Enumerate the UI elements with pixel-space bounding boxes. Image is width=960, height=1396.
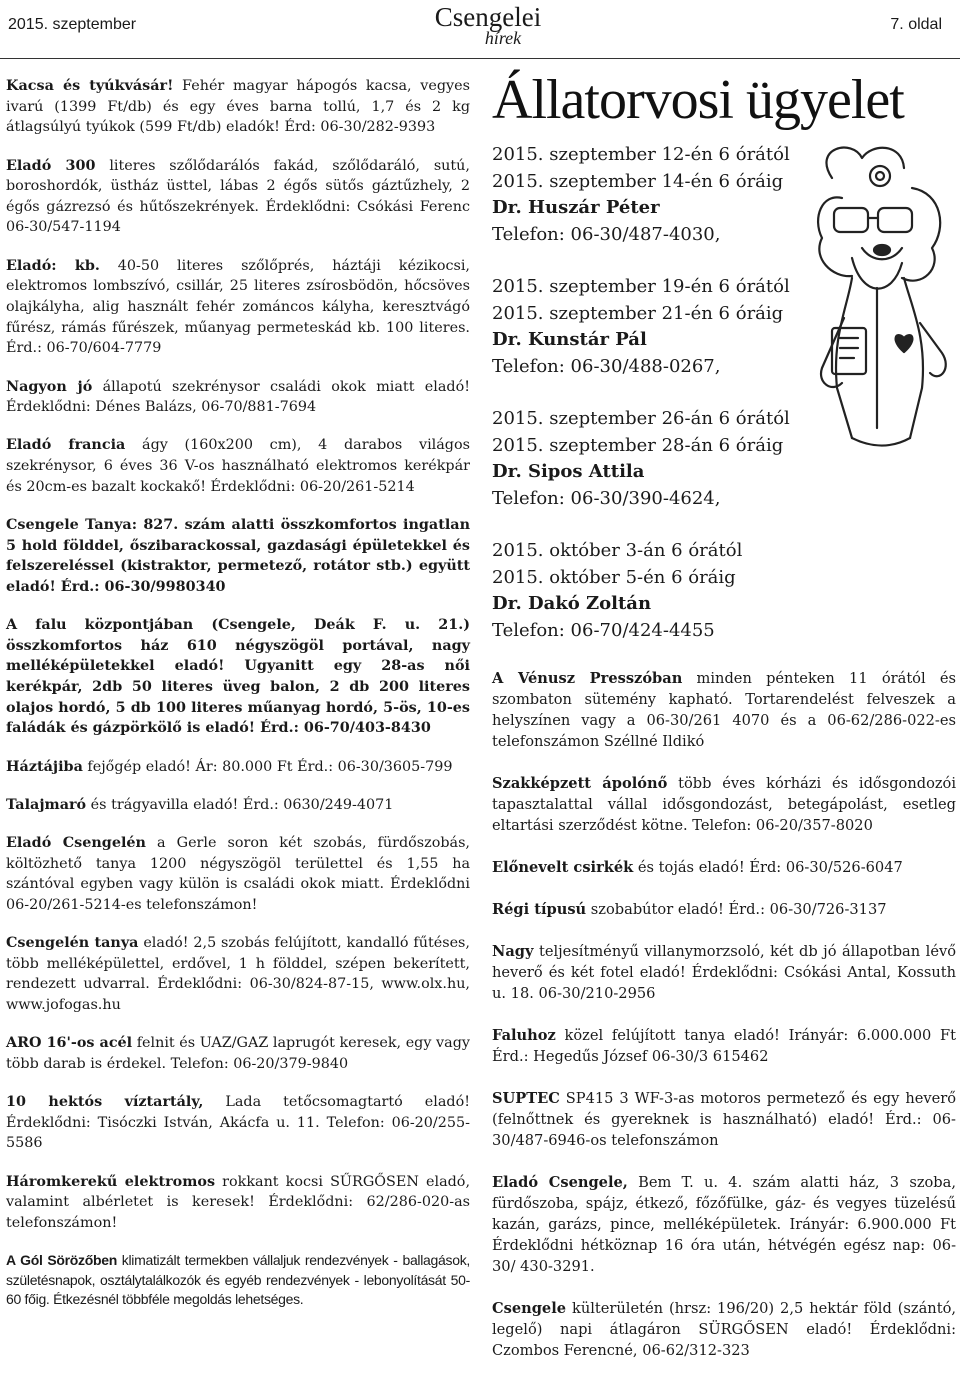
classified-ad [492, 1025, 956, 1067]
classified-ad [492, 1088, 956, 1151]
ad-text: több éves kórházi és idősgondozói tapasztalattal vállal idősgondozást, betegápolást, esetleg eltartási szerződést kötne. Telefon: 06-20/357-8020 [492, 775, 956, 834]
header-divider [0, 58, 960, 59]
ad-lead: Csengele [492, 1300, 567, 1317]
ad-lead: Nagyon jó [6, 378, 93, 395]
logo-subtitle: hírek [484, 28, 522, 48]
ad-lead: Eladó francia [6, 437, 126, 454]
ad-text: Fehér magyar hápogós kacsa, vegyes ivarú (1399 Ft/db) és egy éves barna tollú, 1,7 és 2 kg átlagsúlyú tyúkok (599 Ft/db) eladók! Érd: 06-30/282-9393 [6, 78, 470, 136]
shift-doctor: Dr. Huszár Péter [492, 197, 660, 218]
ad-lead: Előnevelt csirkék [492, 859, 634, 876]
ad-text: közel felújított tanya eladó! Irányár: 6.000.000 Ft Érd.: Hegedűs József 06-30/3 615462 [492, 1027, 956, 1065]
classified-ad [6, 156, 470, 239]
classified-ad [6, 757, 470, 778]
classified-ad [6, 1251, 470, 1310]
ad-lead: 10 hektós víztartály, [6, 1094, 204, 1111]
ad-text: szobabútor eladó! Érd.: 06-30/726-3137 [586, 901, 887, 918]
ad-lead: Háztájiba [6, 758, 83, 775]
shift-start: 2015. szeptember 19-én 6 órától [492, 276, 790, 297]
ad-text: összkomfortos ház 610 négyszögöl portával, nagy melléképületekkel eladó! Ugyanitt egy 28-as női kerékpár, 2db 50 literes üveg balon, 2 db 200 literes olajos hordó, 5 db 100 literes műanyag hordó, 5-ös, 10-es faládák és gázpörkölő is eladó! Érd.: 06-70/403-8430 [6, 637, 470, 737]
ad-text: külterületén (hrsz: 196/20) 2,5 hektár föld (szántó, legelő) napi átlagáron SÜRGŐSEN eladó! Érdeklődni: Czombos Ferencné, 06-62/312-323 [492, 1300, 956, 1359]
shift-phone: Telefon: 06-70/424-4455 [492, 619, 715, 641]
classified-ad [492, 668, 956, 752]
shift-phone: Telefon: 06-30/487-4030, [492, 223, 721, 245]
shift-phone: Telefon: 06-30/488-0267, [492, 355, 721, 377]
ad-text: fejőgép eladó! Ár: 80.000 Ft Érd.: 06-30/3605-799 [82, 758, 453, 775]
right-column [492, 68, 956, 1359]
ad-text: klimatizált termekben vállaljuk rendezvények - ballagások, születésnapok, osztálytalálkozók és egyéb rendezvények - lebonyolítását 50-60 főig. Étkezésnél többféle megoldás lehetséges. [6, 1252, 470, 1308]
classified-ad [6, 256, 470, 359]
classified-ad [6, 1033, 470, 1074]
classified-ad [6, 377, 470, 418]
classified-ad [492, 1172, 956, 1277]
classified-ad [6, 833, 470, 916]
ad-lead: Eladó: kb. [6, 257, 100, 274]
ad-text: szám alatti összkomfortos ingatlan 5 hold földdel, őszibarackossal, gazdasági épületekkel és felszereléssel (kistraktor, permetező, rotátor stb.) együtt eladó! Érd.: 06-30/9980340 [6, 516, 470, 595]
newspaper-logo [428, 2, 548, 52]
shift-start: 2015. szeptember 26-án 6 órától [492, 408, 790, 429]
ad-text: literes szőlődarálós fakád, szőlődaráló, sutú, boroshordók, üstház üsttel, lábas 2 égős sütős gáztűzhely, 2 égős gázrezsó és hűtőszekrények. Érdeklődni: Csókási Ferenc 06-30/547-1194 [6, 157, 470, 236]
vet-shift [492, 274, 956, 380]
ad-lead: Eladó Csengelén [6, 834, 146, 851]
shift-phone: Telefon: 06-30/390-4624, [492, 487, 721, 509]
ad-lead: Kacsa és tyúkvásár! [6, 78, 174, 94]
ad-lead: Csengele Tanya: 827. [6, 516, 179, 533]
ad-text: állapotú szekrénysor családi okok miatt eladó! Érdeklődni: Dénes Balázs, 06-70/881-7694 [6, 378, 470, 416]
classified-ad [6, 1172, 470, 1234]
page-number: 7. oldal [890, 16, 942, 33]
ad-text: rokkant kocsi SŰRGŐSEN eladó, valamint albérletet is keresek! Érdeklődni: 62/286-020-as telefonszámon! [6, 1173, 471, 1231]
ad-lead: Eladó Csengele, [492, 1174, 628, 1191]
ad-lead: Háromkerekű elektromos [6, 1173, 216, 1190]
ad-text: Lada tetőcsomagtartó eladó! Érdeklődni: Tisóczki István, Akácfa u. 11. Telefon: 06-20/255-5586 [6, 1094, 470, 1152]
ad-lead: SUPTEC [492, 1090, 560, 1107]
shift-start: 2015. október 3-án 6 órától [492, 540, 743, 561]
classified-ad [6, 933, 470, 1016]
ad-text: minden pénteken 11 órától és szombaton sütemény kapható. Tortarendelést felveszek a helyszínen vagy a 06-30/261 4070 és a 06-62/286-022-es telefonszámon Széllné Ildikó [492, 670, 956, 750]
ad-text: a Gerle soron két szobás, fürdőszobás, költözhető tanya 1200 négyszögöl területtel és 1,55 ha szántóval egyben vagy külön is családi okok miatt. Érdeklődni 06-20/261-5214-es telefonszámon! [6, 834, 470, 913]
classified-ad [6, 1092, 470, 1154]
ad-lead: Faluhoz [492, 1027, 556, 1044]
shift-end: 2015. szeptember 28-án 6 óráig [492, 434, 784, 456]
ad-lead: A Vénusz Presszóban [492, 670, 683, 687]
ad-lead: A falu központjában (Csengele, Deák F. u. 21.) [6, 617, 470, 634]
ad-text: Bem T. u. 4. szám alatti ház, 3 szoba, fürdőszoba, spájz, étkező, főzőfülke, gáz- és vegyes tüzelésű kazán, garázs, pince, melléképületek. Irányár: 6.900.000 Ft Érdeklődni hétköznap 16 óra után, hétvégén egész nap: 06-30/ 430-3291. [492, 1174, 956, 1275]
shift-end: 2015. szeptember 14-én 6 óráig [492, 170, 784, 192]
classified-ad [492, 773, 956, 836]
classified-ad [6, 795, 470, 816]
shift-end: 2015. szeptember 21-én 6 óráig [492, 302, 784, 324]
ad-lead: Eladó 300 [6, 157, 96, 174]
classified-ad [492, 899, 956, 920]
ad-lead: A Gól Sörözőben [6, 1252, 117, 1269]
classified-ad [6, 515, 470, 598]
shift-doctor: Dr. Dakó Zoltán [492, 593, 652, 614]
ad-lead: Szakképzett ápolónő [492, 775, 668, 792]
shift-doctor: Dr. Kunstár Pál [492, 329, 647, 350]
issue-date: 2015. szeptember [8, 16, 137, 33]
ad-text: és tojás eladó! Érd: 06-30/526-6047 [633, 859, 903, 876]
classified-ad [492, 941, 956, 1004]
ad-text: teljesítményű villanymorzsoló, két db jó állapotban lévő heverő és két fotel eladó! Érdeklődni: Csókási Antal, Kossuth u. 18. 06-30/210-2956 [492, 943, 956, 1002]
classified-ad [6, 76, 470, 138]
vet-shift [492, 538, 956, 644]
page-header [0, 0, 960, 56]
ad-text: SP415 3 WF-3-as motoros permetező és egy heverő (felnőttnek és gyereknek is használható) eladó! Érd.: 06-30/487-6946-os telefonszámon [492, 1090, 956, 1149]
ad-lead: Nagy [492, 943, 534, 960]
ad-text: 40-50 literes szőlőprés, háztáji kézikocsi, elektromos lombszívó, csillár, 25 literes zsírosbödön, hőcsöves olajkályha, alig használt fehér zománcos kályha, keresztvágó fűrész, rámás fűrészek, műanyag permeteskád kb. 100 literes. Érd.: 06-70/604-7779 [6, 257, 470, 357]
classified-ad [6, 435, 470, 497]
right-column-classifieds [492, 668, 956, 1382]
vet-shift [492, 142, 956, 248]
ad-lead: Talajmaró [6, 796, 87, 813]
vet-duty-title: Állatorvosi ügyelet [492, 69, 904, 131]
vet-shift [492, 406, 956, 512]
ad-lead: Csengelén tanya [6, 935, 139, 952]
classified-ad [492, 857, 956, 878]
classified-ad [492, 1298, 956, 1361]
ad-lead: ARO 16'-os acél [6, 1035, 133, 1052]
shift-end: 2015. október 5-én 6 óráig [492, 566, 736, 588]
ad-text: ágy (160x200 cm), 4 darabos világos szekrénysor, 6 éves 36 V-os használható elektromos kerékpár és 20cm-es bazalt kockakő! Érdeklődni: 06-20/261-5214 [6, 437, 470, 495]
left-column-classifieds [6, 76, 470, 1327]
shift-start: 2015. szeptember 12-én 6 órától [492, 144, 790, 165]
ad-text: és trágyavilla eladó! Érd.: 0630/249-4071 [86, 796, 394, 813]
classified-ad [6, 615, 470, 739]
ad-text: eladó! 2,5 szobás felújított, kandalló fűtéses, több melléképülettel, erdővel, 1 h földdel, szépen bekerített, rendezett udvarral. Érdeklődni: 06-30/824-87-15, www.olx.hu, www.jofogas.hu [6, 935, 470, 1014]
ad-text: felnit és UAZ/GAZ laprugót keresek, egy vagy több darab is érdekel. Telefon: 06-20/379-9840 [6, 1035, 470, 1072]
logo-title: Csengelei [434, 2, 542, 32]
shift-doctor: Dr. Sipos Attila [492, 461, 645, 482]
ad-lead: Régi típusú [492, 901, 587, 918]
